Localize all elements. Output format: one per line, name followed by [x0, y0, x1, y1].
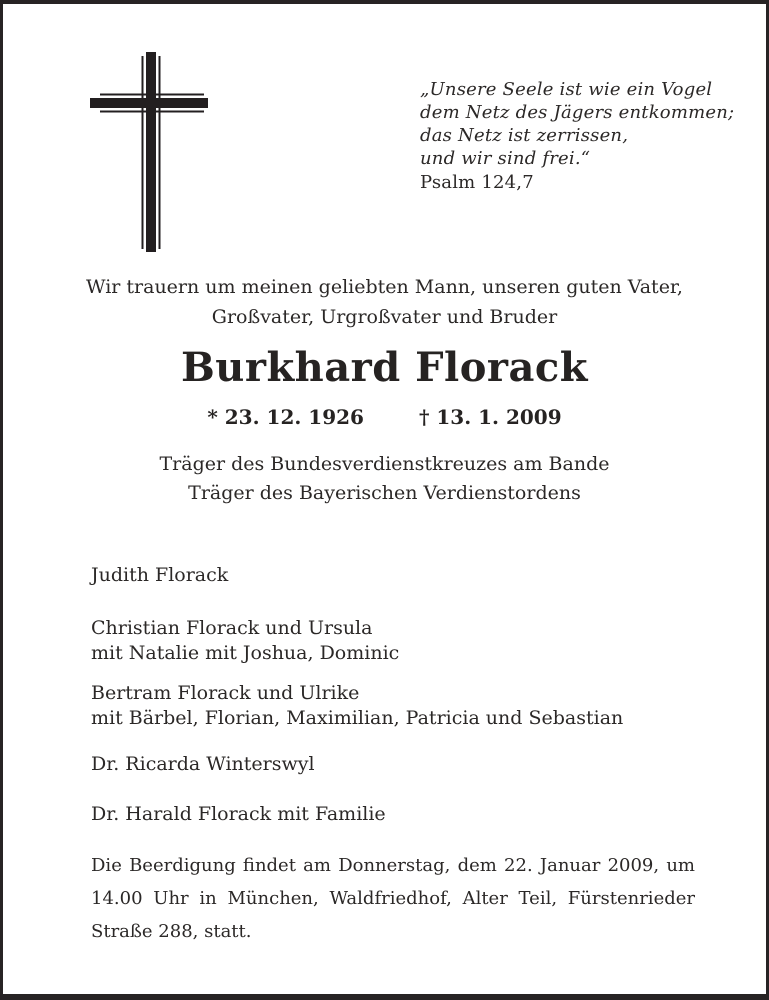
- mourner-line: mit Natalie mit Joshua, Dominic: [91, 642, 400, 664]
- death-date: † 13. 1. 2009: [418, 405, 562, 429]
- mourner-group: [91, 752, 623, 777]
- memorial-cross-icon: [85, 44, 215, 262]
- mourner-group: [91, 681, 623, 731]
- mourner-line: Judith Florack: [91, 564, 229, 586]
- funeral-line: Die Beerdigung findet am Donnerstag, dem 22. Januar 2009, um: [91, 855, 695, 876]
- mourner-line: Bertram Florack und Ulrike: [91, 682, 360, 704]
- mourner-group: [91, 802, 623, 827]
- psalm-reference: Psalm 124,7: [420, 172, 534, 193]
- psalm-quote-line: „Unsere Seele ist wie ein Vogel: [420, 79, 713, 100]
- mourner-group: [91, 616, 623, 666]
- mourner-line: Dr. Harald Florack mit Familie: [91, 803, 386, 825]
- mourner-line: mit Bärbel, Florian, Maximilian, Patricia und Sebastian: [91, 707, 624, 729]
- funeral-line: 14.00 Uhr in München, Waldfriedhof, Alter Teil, Fürstenrieder: [91, 888, 695, 909]
- psalm-quote-line: dem Netz des Jägers entkommen;: [420, 102, 735, 123]
- funeral-line: Straße 288, statt.: [91, 921, 252, 942]
- mourner-line: Christian Florack und Ursula: [91, 617, 373, 639]
- mourner-line: Dr. Ricarda Winterswyl: [91, 753, 315, 775]
- psalm-quote-line: und wir sind frei.“: [420, 148, 591, 169]
- psalm-quote-line: das Netz ist zerrissen,: [420, 125, 629, 146]
- honors: [3, 450, 766, 508]
- mourning-intro-line: Großvater, Urgroßvater und Bruder: [211, 306, 558, 328]
- mourners-list: [91, 563, 623, 827]
- birth-date: * 23. 12. 1926: [207, 405, 364, 429]
- mourner-group: [91, 563, 623, 588]
- honor-line: Träger des Bayerischen Verdienstordens: [188, 482, 581, 504]
- honor-line: Träger des Bundesverdienstkreuzes am Bande: [159, 453, 610, 475]
- mourning-intro-line: Wir trauern um meinen geliebten Mann, unseren guten Vater,: [86, 276, 683, 298]
- deceased-name: Burkhard Florack: [181, 344, 588, 391]
- mourning-intro: [3, 272, 766, 332]
- life-dates: [3, 405, 766, 429]
- funeral-details: [91, 849, 695, 948]
- psalm-quote: [420, 78, 734, 194]
